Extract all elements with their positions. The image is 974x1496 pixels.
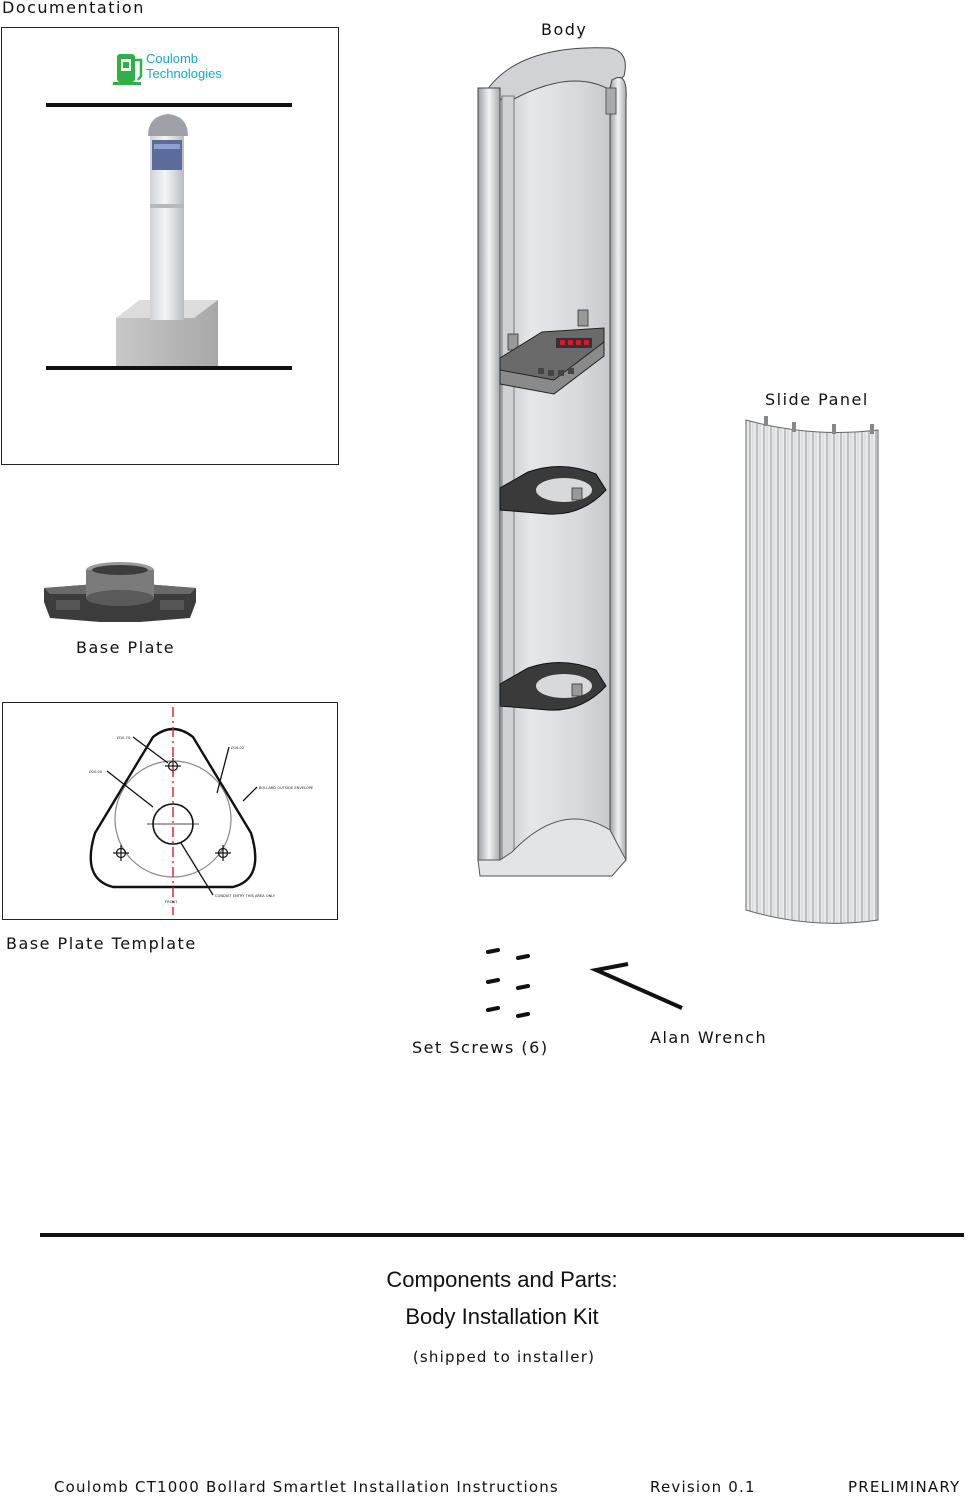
slide-panel-label: Slide Panel xyxy=(765,390,869,409)
set-screws-illustration xyxy=(480,944,536,1022)
caption-line2: Body Installation Kit xyxy=(405,1304,599,1329)
dim-top-left: Ø10.70 xyxy=(117,736,131,740)
base-plate-template xyxy=(2,702,338,920)
slide-panel-illustration xyxy=(742,414,882,930)
base-plate-label: Base Plate xyxy=(76,638,176,657)
cover-top-rule xyxy=(46,103,292,107)
footer-revision: Revision 0.1 xyxy=(650,1478,756,1496)
bollard-cover-illustration xyxy=(102,108,232,366)
documentation-label: Documentation xyxy=(2,0,145,17)
dim-left: Ø20.00 xyxy=(89,770,103,774)
cover-bottom-rule xyxy=(46,366,292,370)
caption-rule xyxy=(40,1233,964,1237)
charger-logo-icon xyxy=(112,50,146,88)
logo-text-line1: Coulomb xyxy=(146,51,199,66)
logo-text-line2: Technologies xyxy=(146,66,222,81)
footer-status: PRELIMINARY xyxy=(848,1478,961,1496)
template-drawing xyxy=(3,703,337,919)
alan-wrench-label: Alan Wrench xyxy=(650,1028,768,1047)
caption-line1: Components and Parts: xyxy=(386,1267,618,1292)
outline-label: BOLLARD OUTSIDE ENVELOPE xyxy=(259,786,314,790)
caption-line3: (shipped to installer) xyxy=(412,1348,596,1366)
alan-wrench-illustration xyxy=(590,958,690,1014)
set-screws-label: Set Screws (6) xyxy=(412,1038,549,1057)
base-plate-template-label: Base Plate Template xyxy=(6,934,197,953)
body-label: Body xyxy=(541,20,588,39)
dim-top-right: Ø16.02 xyxy=(231,746,245,750)
coulomb-logo xyxy=(112,50,252,90)
footer-doc-title: Coulomb CT1000 Bollard Smartlet Installation Instructions xyxy=(54,1478,559,1496)
body-illustration xyxy=(472,40,648,886)
front-label: FRONT xyxy=(165,900,178,904)
conduit-label: CONDUIT ENTRY THIS AREA ONLY xyxy=(215,894,276,898)
documentation-cover xyxy=(1,27,339,465)
base-plate-illustration xyxy=(40,560,200,626)
